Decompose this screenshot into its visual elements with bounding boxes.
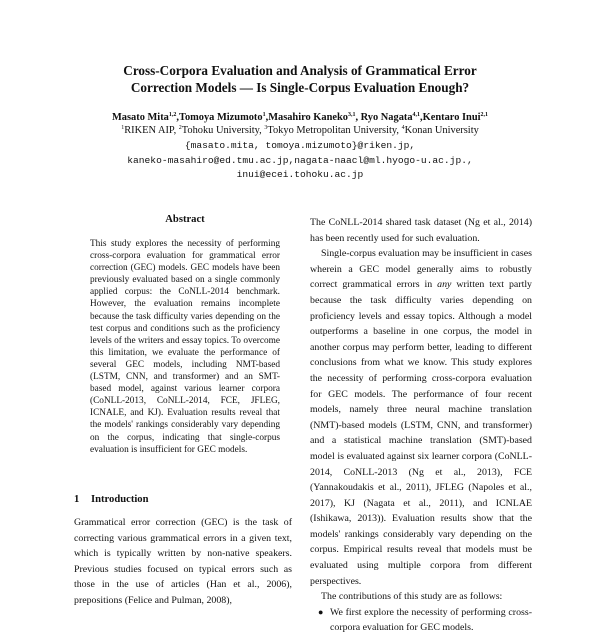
affil-marker: 1 bbox=[121, 125, 125, 131]
affiliation: Tohoku University bbox=[181, 125, 260, 136]
section-title: Introduction bbox=[91, 494, 149, 505]
affil-marker: 2 bbox=[178, 125, 182, 131]
author-affil-marker: 3,1 bbox=[347, 112, 356, 118]
text-run: Single-corpus evaluation may be insufficient in cases wherein a GEC model generally aims to robustly correct grammatical errors in bbox=[310, 248, 532, 291]
affiliation: RIKEN AIP bbox=[124, 125, 174, 136]
author-affil-marker: 1,2 bbox=[168, 112, 177, 118]
title-line-1: Cross-Corpora Evaluation and Analysis of Grammatical Error bbox=[123, 63, 477, 78]
email-line: inui@ecei.tohoku.ac.jp bbox=[236, 169, 364, 180]
emphasis: any bbox=[437, 279, 452, 291]
section-heading bbox=[74, 494, 294, 505]
email-block bbox=[40, 139, 560, 183]
paragraph: The CoNLL-2014 shared task dataset (Ng et al., 2014) has been recently used for such evaluation. bbox=[310, 217, 532, 244]
author-name: Ryo Nagata bbox=[360, 112, 413, 123]
abstract-text: This study explores the necessity of performing cross-corpora evaluation for grammatical error correction (GEC) models. GEC models have been previously evaluated based on a single commonly applied corpus: the CoNLL-2014 benchmark. However, the evaluation remains incomplete because the task difficulty varies depending on the test corpus and conditions such as the proficiency levels of the writers and essay topics. To overcome this limitation, we evaluate the performance of several GEC models, including NMT-based (LSTM, CNN, and transformer) and an SMT-based model, against various learner corpora (CoNLL-2013, CoNLL-2014, FCE, JFLEG, ICNALE, and KJ). Evaluation results reveal that the models' rankings considerably vary depending on the corpus, indicating that single-corpus evaluation is insufficient for GEC models. bbox=[90, 239, 280, 455]
bullet-icon: ● bbox=[318, 606, 324, 617]
section-number: 1 bbox=[74, 494, 80, 505]
author-affil-marker: 1 bbox=[262, 112, 266, 118]
affiliation: Konan University bbox=[404, 125, 479, 136]
affiliation: Tokyo Metropolitan University bbox=[267, 125, 397, 136]
introduction-text bbox=[74, 515, 292, 609]
affil-marker: 3 bbox=[264, 125, 268, 131]
affil-marker: 4 bbox=[401, 125, 405, 131]
right-column bbox=[310, 215, 532, 636]
intro-paragraph: Grammatical error correction (GEC) is the task of correcting various grammatical errors in a given text, which is typically written by non-native speakers. Previous studies focused on typical errors such as those in the use of articles (Han et al., 2006), prepositions (Felice and Pulman, 2008), bbox=[74, 517, 292, 606]
paragraph: The contributions of this study are as follows: bbox=[321, 591, 503, 603]
author-name: Tomoya Mizumoto bbox=[178, 112, 263, 123]
author-name: Masato Mita bbox=[112, 112, 169, 123]
author-affil-marker: 2,1 bbox=[480, 112, 488, 118]
author-name: Kentaro Inui bbox=[422, 112, 481, 123]
contribution-item bbox=[310, 605, 532, 636]
email-line: {masato.mita, tomoya.mizumoto}@riken.jp, bbox=[184, 140, 416, 151]
author-name: Masahiro Kaneko bbox=[268, 112, 348, 123]
text-run: written text partly because the task difficulty varies depending on proficiency levels and essay topics. Although a model outperforms a baseline in one corpus, the model in another corpus may perform better, leading to different conclusions from what we know. This study explores the necessity of performing cross-corpora evaluation for GEC models. The performance of four recent models, namely three neural machine translation (NMT)-based models (LSTM, CNN, and transformer) and a statistical machine translation (SMT)-based model is evaluated against six learner corpora (CoNLL-2014, CoNLL-2013 (Ng et al., 2013), FCE (Yannakoudakis et al., 2011), JFLEG (Napoles et al., 2017), KJ (Nagata et al., 2011), and ICNLAE (Ishikawa, 2013)). Evaluation results show that the models' rankings considerably vary depending on the corpus. Empirical results reveal that models must be evaluated using multiple corpora from different perspectives. bbox=[310, 279, 532, 587]
bullet-text: We first explore the necessity of performing cross-corpora evaluation for GEC models. bbox=[330, 606, 532, 634]
paper-title bbox=[60, 62, 540, 96]
author-list: Masato Mita$^{1,2}$,Tomoya Mizumoto$^1$,Masahiro Kaneko$^{3,1}$, Ryo Nagata$^{4,1}$,Kentaro Inui$^{2,1}$ bbox=[112, 112, 488, 123]
email-line: kaneko-masahiro@ed.tmu.ac.jp,nagata-naacl@ml.hyogo-u.ac.jp., bbox=[127, 154, 473, 166]
title-line-2: Correction Models — Is Single-Corpus Evaluation Enough? bbox=[130, 80, 470, 95]
paragraph bbox=[310, 246, 532, 589]
affiliation-list: $^1$RIKEN AIP, $^2$Tohoku University, $^3$Tokyo Metropolitan University, $^4$Konan University bbox=[121, 125, 479, 136]
abstract-heading: Abstract bbox=[165, 214, 205, 225]
author-affil-marker: 4,1 bbox=[412, 112, 421, 118]
